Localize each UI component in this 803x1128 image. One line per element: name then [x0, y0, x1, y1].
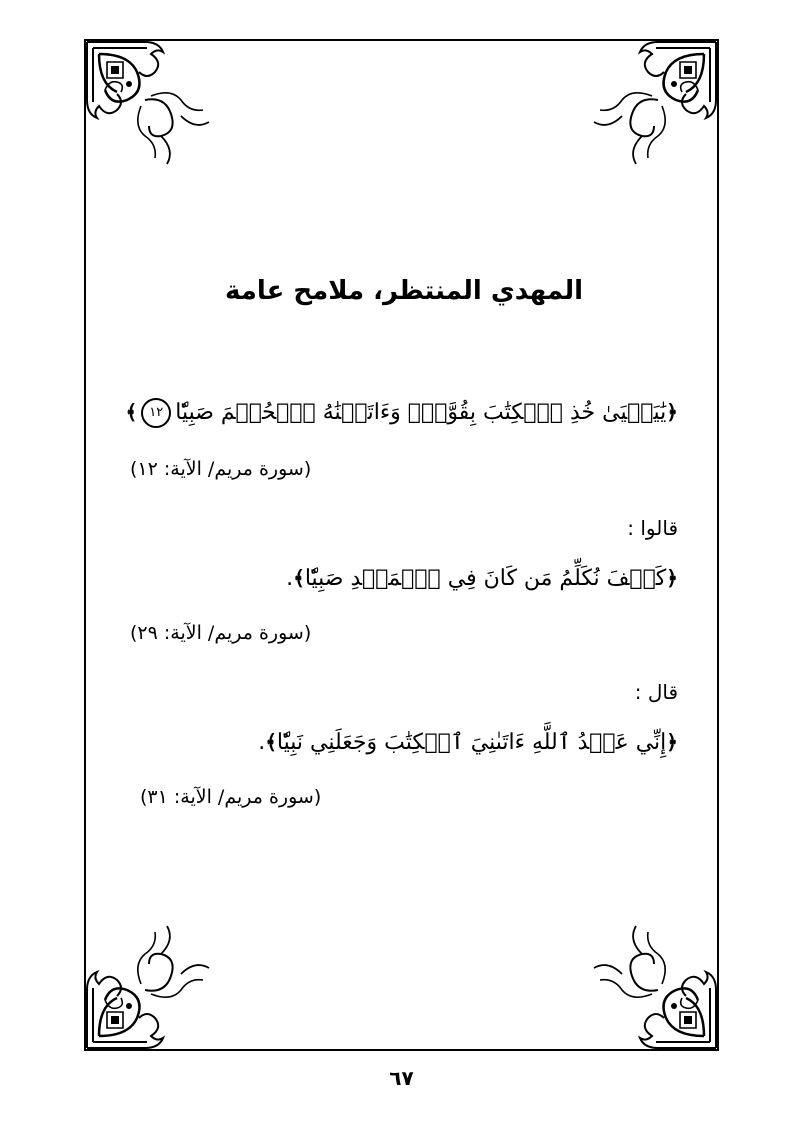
verse-close-bracket: ﴾ — [293, 566, 305, 590]
verse-reference-1: (سورة مريم/ الآية: ١٢) — [130, 458, 312, 480]
verse-text: إِنِّي عَبۡدُ ٱللَّهِ ءَاتَىٰنِيَ ٱلۡكِتَٰبَ وَجَعَلَنِي نَبِيّٗا — [276, 730, 667, 755]
speaker-label-1: قالوا : — [627, 516, 678, 540]
speaker-label-2: قال : — [634, 680, 678, 704]
verse-open-bracket: ﴿ — [666, 400, 678, 424]
verse-text: كَيۡفَ نُكَلِّمُ مَن كَانَ فِي ٱلۡمَهۡدِ صَبِيّٗا — [304, 566, 667, 591]
ayah-number-marker: ١٢ — [141, 398, 171, 428]
verse-open-bracket: ﴿ — [666, 566, 678, 590]
verse-reference-3: (سورة مريم/ الآية: ٣١) — [140, 786, 322, 808]
verse-close-bracket: ﴾ — [125, 400, 138, 424]
verse-trailing-punctuation: . — [286, 566, 294, 591]
verse-text: يَٰيَحۡيَىٰ خُذِ ٱلۡكِتَٰبَ بِقُوَّةٖۖ وَءَاتَيۡنَٰهُ ٱلۡحُكۡمَ صَبِيّٗا — [175, 400, 667, 425]
page-number: ٦٧ — [389, 1066, 414, 1090]
quran-verse-3 — [258, 730, 678, 755]
quran-verse-1 — [126, 398, 678, 428]
verse-close-bracket: ﴾ — [265, 730, 277, 754]
verse-reference-2: (سورة مريم/ الآية: ٢٩) — [130, 622, 312, 644]
page-title: المهدي المنتظر، ملامح عامة — [224, 276, 584, 306]
quran-verse-2 — [286, 566, 678, 591]
verse-open-bracket: ﴿ — [666, 730, 678, 754]
page-content — [125, 0, 678, 1128]
verse-trailing-punctuation: . — [258, 730, 266, 755]
